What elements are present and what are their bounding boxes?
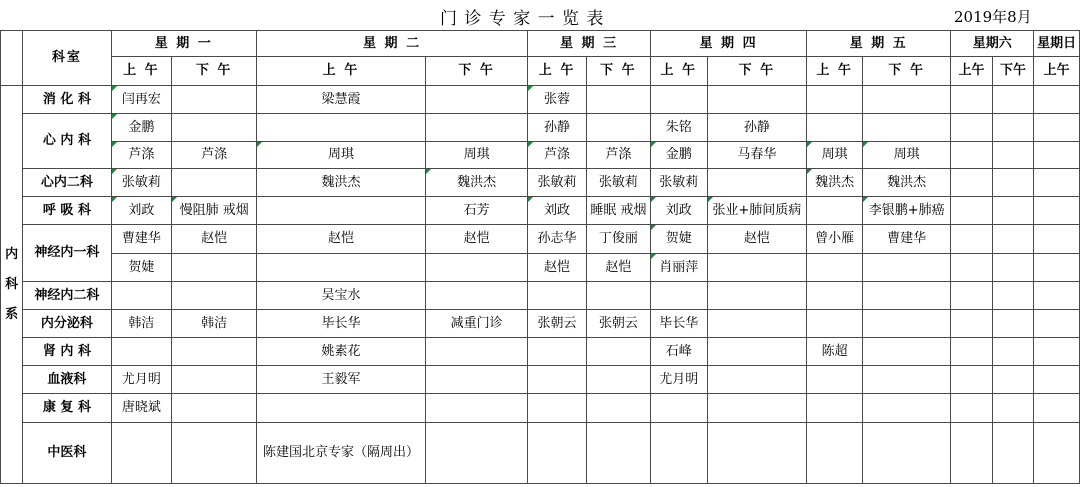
schedule-cell: 陈建国北京专家（隔周出） xyxy=(256,423,425,484)
am-header: 上 午 xyxy=(256,57,425,86)
schedule-cell xyxy=(1034,394,1080,423)
sheet-title: 门 诊 专 家 一 览 表 xyxy=(440,9,605,29)
schedule-cell: 周琪 xyxy=(807,142,863,169)
schedule-cell: 周琪 xyxy=(425,142,527,169)
schedule-cell xyxy=(172,338,257,366)
table-row xyxy=(1,169,1080,197)
schedule-cell xyxy=(807,366,863,394)
schedule-cell xyxy=(425,86,527,114)
schedule-cell xyxy=(425,114,527,142)
schedule-cell xyxy=(951,86,993,114)
day-header-tue: 星 期 二 xyxy=(256,31,527,57)
schedule-cell xyxy=(992,338,1034,366)
schedule-cell xyxy=(1034,169,1080,197)
schedule-cell: 芦涤 xyxy=(111,142,172,169)
day-header-sun: 星期日 xyxy=(1034,31,1080,57)
schedule-cell: 芦涤 xyxy=(586,142,650,169)
dept-name: 血液科 xyxy=(23,366,111,394)
schedule-cell xyxy=(951,197,993,225)
schedule-cell xyxy=(951,423,993,484)
schedule-cell: 韩洁 xyxy=(172,310,257,338)
schedule-cell: 魏洪杰 xyxy=(425,169,527,197)
schedule-cell xyxy=(650,282,707,310)
schedule-cell: 芦涤 xyxy=(528,142,587,169)
schedule-cell xyxy=(172,169,257,197)
schedule-cell: 肖丽萍 xyxy=(650,254,707,282)
schedule-cell: 石芳 xyxy=(425,197,527,225)
dept-name: 呼 吸 科 xyxy=(23,197,111,225)
schedule-cell xyxy=(807,197,863,225)
schedule-cell xyxy=(992,310,1034,338)
schedule-cell xyxy=(992,282,1034,310)
schedule-cell xyxy=(992,366,1034,394)
schedule-cell: 陈超 xyxy=(807,338,863,366)
schedule-cell xyxy=(707,366,807,394)
schedule-cell xyxy=(707,254,807,282)
table-row xyxy=(1,197,1080,225)
dept-name: 神经内一科 xyxy=(23,225,111,282)
schedule-cell xyxy=(992,197,1034,225)
dept-name: 内分泌科 xyxy=(23,310,111,338)
pm-header: 下 午 xyxy=(863,57,951,86)
schedule-cell: 王毅军 xyxy=(256,366,425,394)
schedule-cell xyxy=(707,169,807,197)
table-row xyxy=(1,394,1080,423)
schedule-cell xyxy=(256,394,425,423)
table-row xyxy=(1,225,1080,254)
schedule-cell xyxy=(992,423,1034,484)
schedule-table xyxy=(0,30,1080,484)
schedule-cell xyxy=(951,254,993,282)
schedule-cell xyxy=(863,254,951,282)
schedule-cell: 张业+肺间质病 xyxy=(707,197,807,225)
schedule-cell xyxy=(1034,423,1080,484)
dept-name: 心 内 科 xyxy=(23,114,111,169)
schedule-cell xyxy=(1034,310,1080,338)
schedule-cell xyxy=(951,338,993,366)
schedule-cell: 刘政 xyxy=(111,197,172,225)
schedule-cell: 姚素花 xyxy=(256,338,425,366)
schedule-cell xyxy=(586,338,650,366)
table-row xyxy=(1,114,1080,142)
table-row xyxy=(1,142,1080,169)
schedule-cell xyxy=(992,225,1034,254)
table-row xyxy=(1,310,1080,338)
schedule-cell xyxy=(992,169,1034,197)
schedule-cell: 张朝云 xyxy=(528,310,587,338)
schedule-cell xyxy=(951,366,993,394)
schedule-cell xyxy=(707,423,807,484)
dept-name: 中医科 xyxy=(23,423,111,484)
table-row xyxy=(1,282,1080,310)
schedule-cell: 刘政 xyxy=(650,197,707,225)
schedule-cell xyxy=(586,86,650,114)
schedule-cell: 尤月明 xyxy=(650,366,707,394)
schedule-cell: 闫再宏 xyxy=(111,86,172,114)
schedule-cell xyxy=(992,142,1034,169)
pm-header: 下 午 xyxy=(172,57,257,86)
schedule-cell xyxy=(172,394,257,423)
schedule-cell xyxy=(172,254,257,282)
schedule-cell xyxy=(807,254,863,282)
day-header-mon: 星 期 一 xyxy=(111,31,256,57)
schedule-cell: 孙静 xyxy=(707,114,807,142)
am-header: 上 午 xyxy=(111,57,172,86)
schedule-cell: 梁慧霞 xyxy=(256,86,425,114)
am-header: 上午 xyxy=(1034,57,1080,86)
schedule-cell: 李银鹏+肺癌 xyxy=(863,197,951,225)
schedule-cell xyxy=(1034,282,1080,310)
schedule-cell xyxy=(1034,254,1080,282)
am-header: 上 午 xyxy=(650,57,707,86)
schedule-cell xyxy=(111,423,172,484)
dept-name: 肾 内 科 xyxy=(23,338,111,366)
schedule-cell: 张敏莉 xyxy=(111,169,172,197)
dept-name: 消 化 科 xyxy=(23,86,111,114)
schedule-cell: 唐晓斌 xyxy=(111,394,172,423)
schedule-cell xyxy=(528,338,587,366)
schedule-cell xyxy=(528,366,587,394)
schedule-cell xyxy=(863,423,951,484)
dept-name: 神经内二科 xyxy=(23,282,111,310)
schedule-cell xyxy=(1034,114,1080,142)
schedule-cell: 贺婕 xyxy=(650,225,707,254)
schedule-cell xyxy=(707,86,807,114)
schedule-cell xyxy=(863,338,951,366)
dept-name: 心内二科 xyxy=(23,169,111,197)
schedule-cell: 毕长华 xyxy=(650,310,707,338)
schedule-cell xyxy=(1034,366,1080,394)
schedule-cell: 芦涤 xyxy=(172,142,257,169)
schedule-cell: 曹建华 xyxy=(863,225,951,254)
schedule-cell: 赵恺 xyxy=(586,254,650,282)
schedule-cell: 魏洪杰 xyxy=(256,169,425,197)
table-row xyxy=(1,366,1080,394)
schedule-cell xyxy=(863,366,951,394)
schedule-cell: 张蓉 xyxy=(528,86,587,114)
schedule-cell xyxy=(528,423,587,484)
schedule-cell xyxy=(807,394,863,423)
schedule-cell xyxy=(707,394,807,423)
schedule-cell: 赵恺 xyxy=(256,225,425,254)
schedule-cell xyxy=(528,282,587,310)
schedule-cell xyxy=(172,114,257,142)
schedule-cell xyxy=(951,142,993,169)
schedule-cell: 张敏莉 xyxy=(528,169,587,197)
dept-name: 康 复 科 xyxy=(23,394,111,423)
schedule-cell: 韩洁 xyxy=(111,310,172,338)
schedule-cell: 周琪 xyxy=(863,142,951,169)
schedule-cell: 尤月明 xyxy=(111,366,172,394)
schedule-cell: 慢阻肺 戒烟 xyxy=(172,197,257,225)
schedule-cell xyxy=(586,114,650,142)
schedule-cell xyxy=(528,394,587,423)
schedule-cell: 赵恺 xyxy=(528,254,587,282)
schedule-cell xyxy=(586,366,650,394)
sheet-date: 2019年8月 xyxy=(954,8,1032,26)
schedule-cell xyxy=(586,423,650,484)
schedule-cell xyxy=(425,282,527,310)
am-header: 上 午 xyxy=(528,57,587,86)
schedule-cell: 周琪 xyxy=(256,142,425,169)
schedule-cell: 金鹏 xyxy=(650,142,707,169)
schedule-cell xyxy=(992,86,1034,114)
corner-cell xyxy=(1,31,23,86)
table-row xyxy=(1,86,1080,114)
schedule-cell: 张朝云 xyxy=(586,310,650,338)
schedule-cell: 魏洪杰 xyxy=(863,169,951,197)
schedule-cell: 赵恺 xyxy=(425,225,527,254)
schedule-cell xyxy=(256,197,425,225)
pm-header: 下午 xyxy=(992,57,1034,86)
schedule-cell: 丁俊丽 xyxy=(586,225,650,254)
day-header-thu: 星 期 四 xyxy=(650,31,806,57)
schedule-cell: 曾小雁 xyxy=(807,225,863,254)
pm-header: 下 午 xyxy=(586,57,650,86)
schedule-cell xyxy=(992,394,1034,423)
am-header: 上 午 xyxy=(807,57,863,86)
schedule-cell xyxy=(992,254,1034,282)
schedule-cell xyxy=(111,338,172,366)
schedule-cell xyxy=(425,366,527,394)
schedule-cell xyxy=(1034,225,1080,254)
schedule-cell: 魏洪杰 xyxy=(807,169,863,197)
schedule-cell xyxy=(256,114,425,142)
pm-header: 下 午 xyxy=(425,57,527,86)
table-row xyxy=(1,254,1080,282)
schedule-cell: 睡眠 戒烟 xyxy=(586,197,650,225)
schedule-cell xyxy=(992,114,1034,142)
schedule-cell xyxy=(863,282,951,310)
schedule-cell xyxy=(807,114,863,142)
schedule-cell xyxy=(951,225,993,254)
schedule-cell: 赵恺 xyxy=(707,225,807,254)
schedule-cell xyxy=(1034,197,1080,225)
schedule-cell xyxy=(172,366,257,394)
am-header: 上午 xyxy=(951,57,993,86)
table-row xyxy=(1,423,1080,484)
schedule-cell xyxy=(951,114,993,142)
schedule-cell xyxy=(807,86,863,114)
schedule-cell xyxy=(650,394,707,423)
schedule-cell xyxy=(707,310,807,338)
schedule-cell xyxy=(707,338,807,366)
schedule-cell: 朱铭 xyxy=(650,114,707,142)
schedule-cell xyxy=(863,114,951,142)
schedule-cell xyxy=(863,394,951,423)
schedule-cell xyxy=(425,423,527,484)
schedule-cell xyxy=(256,254,425,282)
dept-group-label: 内 科 系 xyxy=(1,86,23,484)
schedule-cell: 毕长华 xyxy=(256,310,425,338)
schedule-cell xyxy=(172,86,257,114)
schedule-cell: 减重门诊 xyxy=(425,310,527,338)
schedule-cell xyxy=(863,86,951,114)
schedule-cell: 马春华 xyxy=(707,142,807,169)
schedule-cell xyxy=(172,423,257,484)
schedule-cell: 张敏莉 xyxy=(586,169,650,197)
schedule-cell xyxy=(111,282,172,310)
schedule-cell xyxy=(650,86,707,114)
schedule-cell xyxy=(1034,142,1080,169)
schedule-cell xyxy=(1034,86,1080,114)
schedule-cell xyxy=(1034,338,1080,366)
schedule-cell: 赵恺 xyxy=(172,225,257,254)
schedule-cell xyxy=(707,282,807,310)
schedule-cell xyxy=(807,423,863,484)
schedule-cell xyxy=(807,310,863,338)
schedule-cell xyxy=(807,282,863,310)
schedule-cell xyxy=(586,282,650,310)
schedule-cell xyxy=(951,169,993,197)
schedule-cell: 张敏莉 xyxy=(650,169,707,197)
schedule-cell: 孙静 xyxy=(528,114,587,142)
schedule-cell: 吴宝水 xyxy=(256,282,425,310)
table-row xyxy=(1,338,1080,366)
schedule-cell xyxy=(863,310,951,338)
day-header-sat: 星期六 xyxy=(951,31,1034,57)
schedule-cell: 曹建华 xyxy=(111,225,172,254)
schedule-cell: 孙志华 xyxy=(528,225,587,254)
schedule-cell: 石峰 xyxy=(650,338,707,366)
schedule-cell: 金鹏 xyxy=(111,114,172,142)
pm-header: 下 午 xyxy=(707,57,807,86)
dept-header: 科室 xyxy=(23,31,111,86)
schedule-cell: 刘政 xyxy=(528,197,587,225)
day-header-fri: 星 期 五 xyxy=(807,31,951,57)
schedule-cell xyxy=(425,394,527,423)
schedule-cell xyxy=(650,423,707,484)
schedule-cell: 贺婕 xyxy=(111,254,172,282)
day-header-wed: 星 期 三 xyxy=(528,31,651,57)
schedule-cell xyxy=(586,394,650,423)
schedule-cell xyxy=(951,282,993,310)
schedule-cell xyxy=(425,338,527,366)
schedule-cell xyxy=(172,282,257,310)
schedule-cell xyxy=(951,310,993,338)
schedule-cell xyxy=(425,254,527,282)
schedule-cell xyxy=(951,394,993,423)
